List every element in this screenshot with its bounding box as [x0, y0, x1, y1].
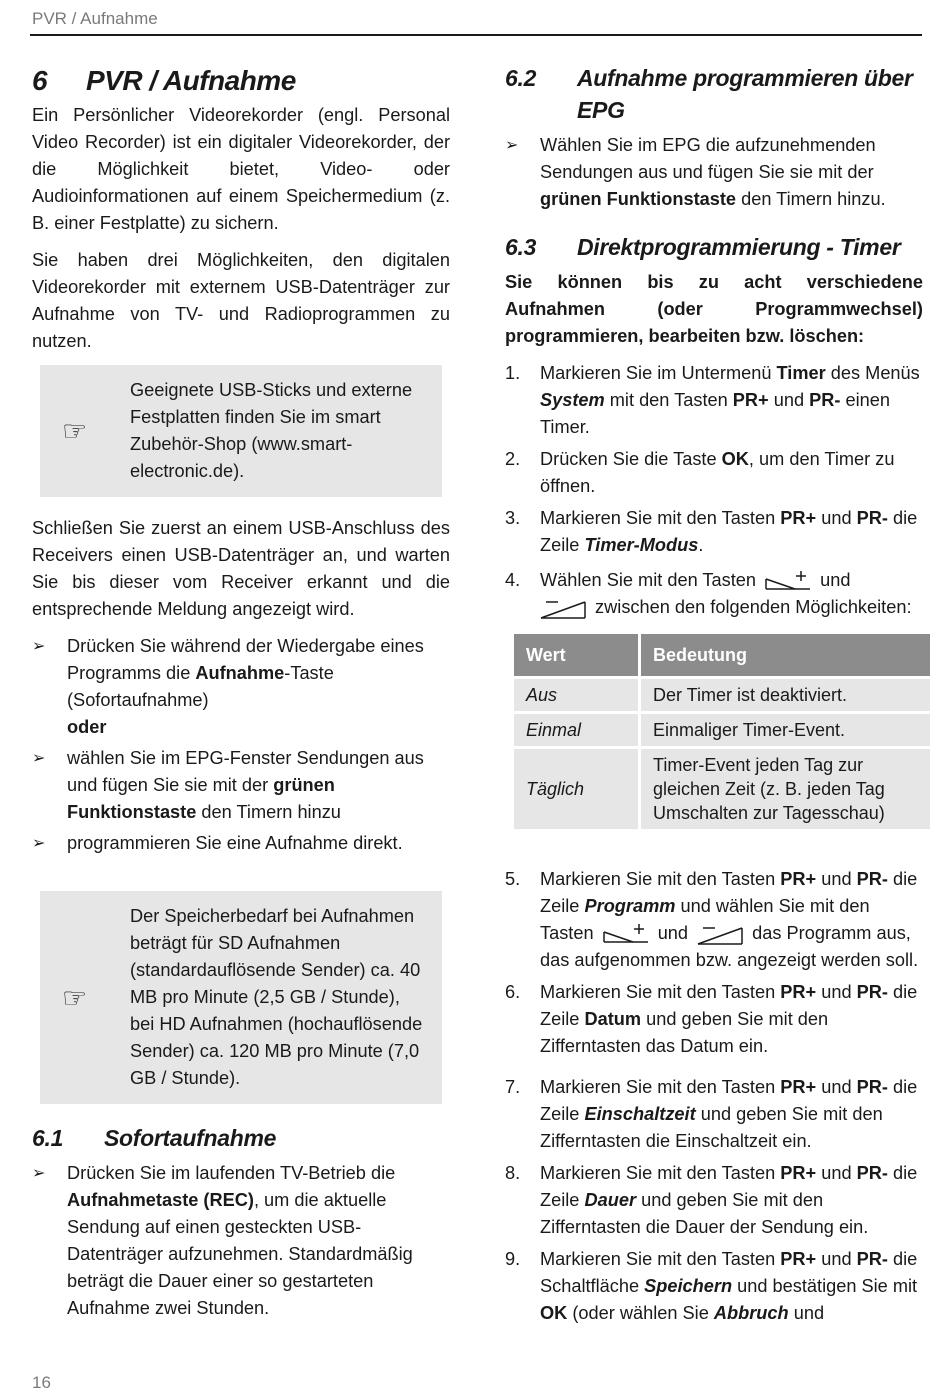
volume-plus-key-icon: [765, 569, 811, 593]
options-paragraph: Sie haben drei Möglichkeiten, den digitalen Videorekorder mit externem USB-Datenträger zur Aufnahme von TV- und Radioprogrammen zu nutzen.: [32, 250, 450, 351]
timer-intro: Sie können bis zu acht verschiedene Aufnahmen (oder Programmwechsel) programmieren, bearbeiten bzw. löschen:: [505, 272, 923, 346]
chapter-number: 6: [32, 65, 48, 96]
step-item: 3. Markieren Sie mit den Tasten PR+ und PR- die Zeile Timer-Modus.: [505, 508, 918, 555]
header-rule: [30, 34, 922, 36]
connect-paragraph: Schließen Sie zuerst an einem USB-Anschluss des Receivers einen USB-Datenträger an, und warten Sie bis dieser vom Receiver erkannt und die entsprechende Meldung angezeigt wird.: [32, 518, 450, 619]
page-number: 16: [32, 1373, 51, 1392]
step-item: 2. Drücken Sie die Taste OK, um den Timer zu öffnen.: [505, 449, 895, 496]
arrow-bullet-icon: ➢: [32, 750, 46, 767]
note-text: Geeignete USB-Sticks und externe Festplatten finden Sie im smart Zubehör-Shop (www.smart-electronic.de).: [130, 380, 413, 481]
chapter-heading: [32, 62, 450, 100]
oder-label: oder: [67, 717, 107, 737]
section-heading-6-1: 6.1 Sofortaufnahme: [32, 1125, 277, 1151]
volume-minus-key-icon: [697, 922, 743, 946]
step-item: 8. Markieren Sie mit den Tasten PR+ und PR- die Zeile Dauer und geben Sie mit den Zifferntasten die Dauer der Sendung ein.: [505, 1163, 918, 1237]
step-item: 9. Markieren Sie mit den Tasten PR+ und PR- die Schaltfläche Speichern und bestätigen Sie mit OK (oder wählen Sie Abbruch und: [505, 1249, 918, 1323]
section-heading-6-3: 6.3 Direktprogrammierung - Timer: [505, 234, 901, 260]
volume-minus-key-icon: [540, 596, 586, 620]
step-item: 7. Markieren Sie mit den Tasten PR+ und PR- die Zeile Einschaltzeit und geben Sie mit den Zifferntasten die Einschaltzeit ein.: [505, 1077, 918, 1151]
volume-plus-key-icon: [603, 922, 649, 946]
step-item: 5. Markieren Sie mit den Tasten PR+ und PR- die Zeile Programm und wählen Sie mit den Tasten und das Programm aus, das aufgenommen bzw. angezeigt werden soll.: [505, 869, 919, 970]
arrow-bullet-icon: ➢: [505, 137, 519, 154]
list-item: ➢ wählen Sie im EPG-Fenster Sendungen aus und fügen Sie sie mit der grünen Funktionstaste den Timern hinzu: [32, 745, 450, 826]
table-header: Bedeutung: [641, 634, 930, 676]
left-column: [32, 58, 450, 1326]
pointing-hand-icon: ☞: [62, 415, 88, 447]
table-row: Aus Der Timer ist deaktiviert.: [514, 679, 930, 711]
note-box-usb: [40, 365, 442, 497]
note-text: Der Speicherbedarf bei Aufnahmen beträgt für SD Aufnahmen (standardauflösende Sender) ca. 40 MB pro Minute (2,5 GB / Stunde), bei HD Aufnahmen (hochauflösende Sender) ca. 120 MB pro Minute (7,0 GB / Stunde).: [130, 906, 423, 1088]
arrow-bullet-icon: ➢: [32, 835, 46, 852]
list-item: ➢ Drücken Sie während der Wiedergabe eines Programms die Aufnahme-Taste (Sofortaufnahme) oder: [32, 633, 450, 741]
arrow-bullet-icon: ➢: [32, 1165, 46, 1182]
step-item: 6. Markieren Sie mit den Tasten PR+ und PR- die Zeile Datum und geben Sie mit den Zifferntasten das Datum ein.: [505, 982, 918, 1056]
list-item: ➢ Wählen Sie im EPG die aufzunehmenden Sendungen aus und fügen Sie sie mit der grünen Funktionstaste den Timern hinzu.: [505, 132, 923, 213]
intro-paragraph: Ein Persönlicher Videorekorder (engl. Personal Video Recorder) ist ein digitaler Videorekorder, der die Möglichkeit bietet, Video- oder Audioinformationen auf einem Speichermedium (z. B. einer Festplatte) zu sichern.: [32, 105, 450, 233]
timer-mode-table: [511, 631, 933, 832]
table-header: Wert: [514, 634, 638, 676]
table-row: Einmal Einmaliger Timer-Event.: [514, 714, 930, 746]
step-item: 1. Markieren Sie im Untermenü Timer des Menüs System mit den Tasten PR+ und PR- einen Timer.: [505, 363, 920, 437]
chapter-title: PVR / Aufnahme: [86, 65, 296, 96]
right-column: [505, 58, 923, 1332]
pointing-hand-icon: ☞: [62, 982, 88, 1013]
list-item: ➢ programmieren Sie eine Aufnahme direkt.: [32, 830, 450, 857]
section-heading-6-2: 6.2 Aufnahme programmieren über EPG: [505, 65, 913, 123]
step-item: 4. Wählen Sie mit den Tasten und zwischen den folgenden Möglichkeiten:: [505, 567, 923, 621]
list-item: ➢ Drücken Sie im laufenden TV-Betrieb die Aufnahmetaste (REC), um die aktuelle Sendung auf einen gesteckten USB-Datenträger aufzunehmen. Standardmäßig beträgt die Dauer einer so gestarteten Aufnahme zwei Stunden.: [32, 1160, 450, 1322]
table-row: Täglich Timer-Event jeden Tag zur gleichen Zeit (z. B. jeden Tag Umschalten zur Tagesschau): [514, 749, 930, 829]
note-box-storage: [40, 891, 442, 1104]
running-header: PVR / Aufnahme: [32, 9, 158, 28]
arrow-bullet-icon: ➢: [32, 638, 46, 655]
